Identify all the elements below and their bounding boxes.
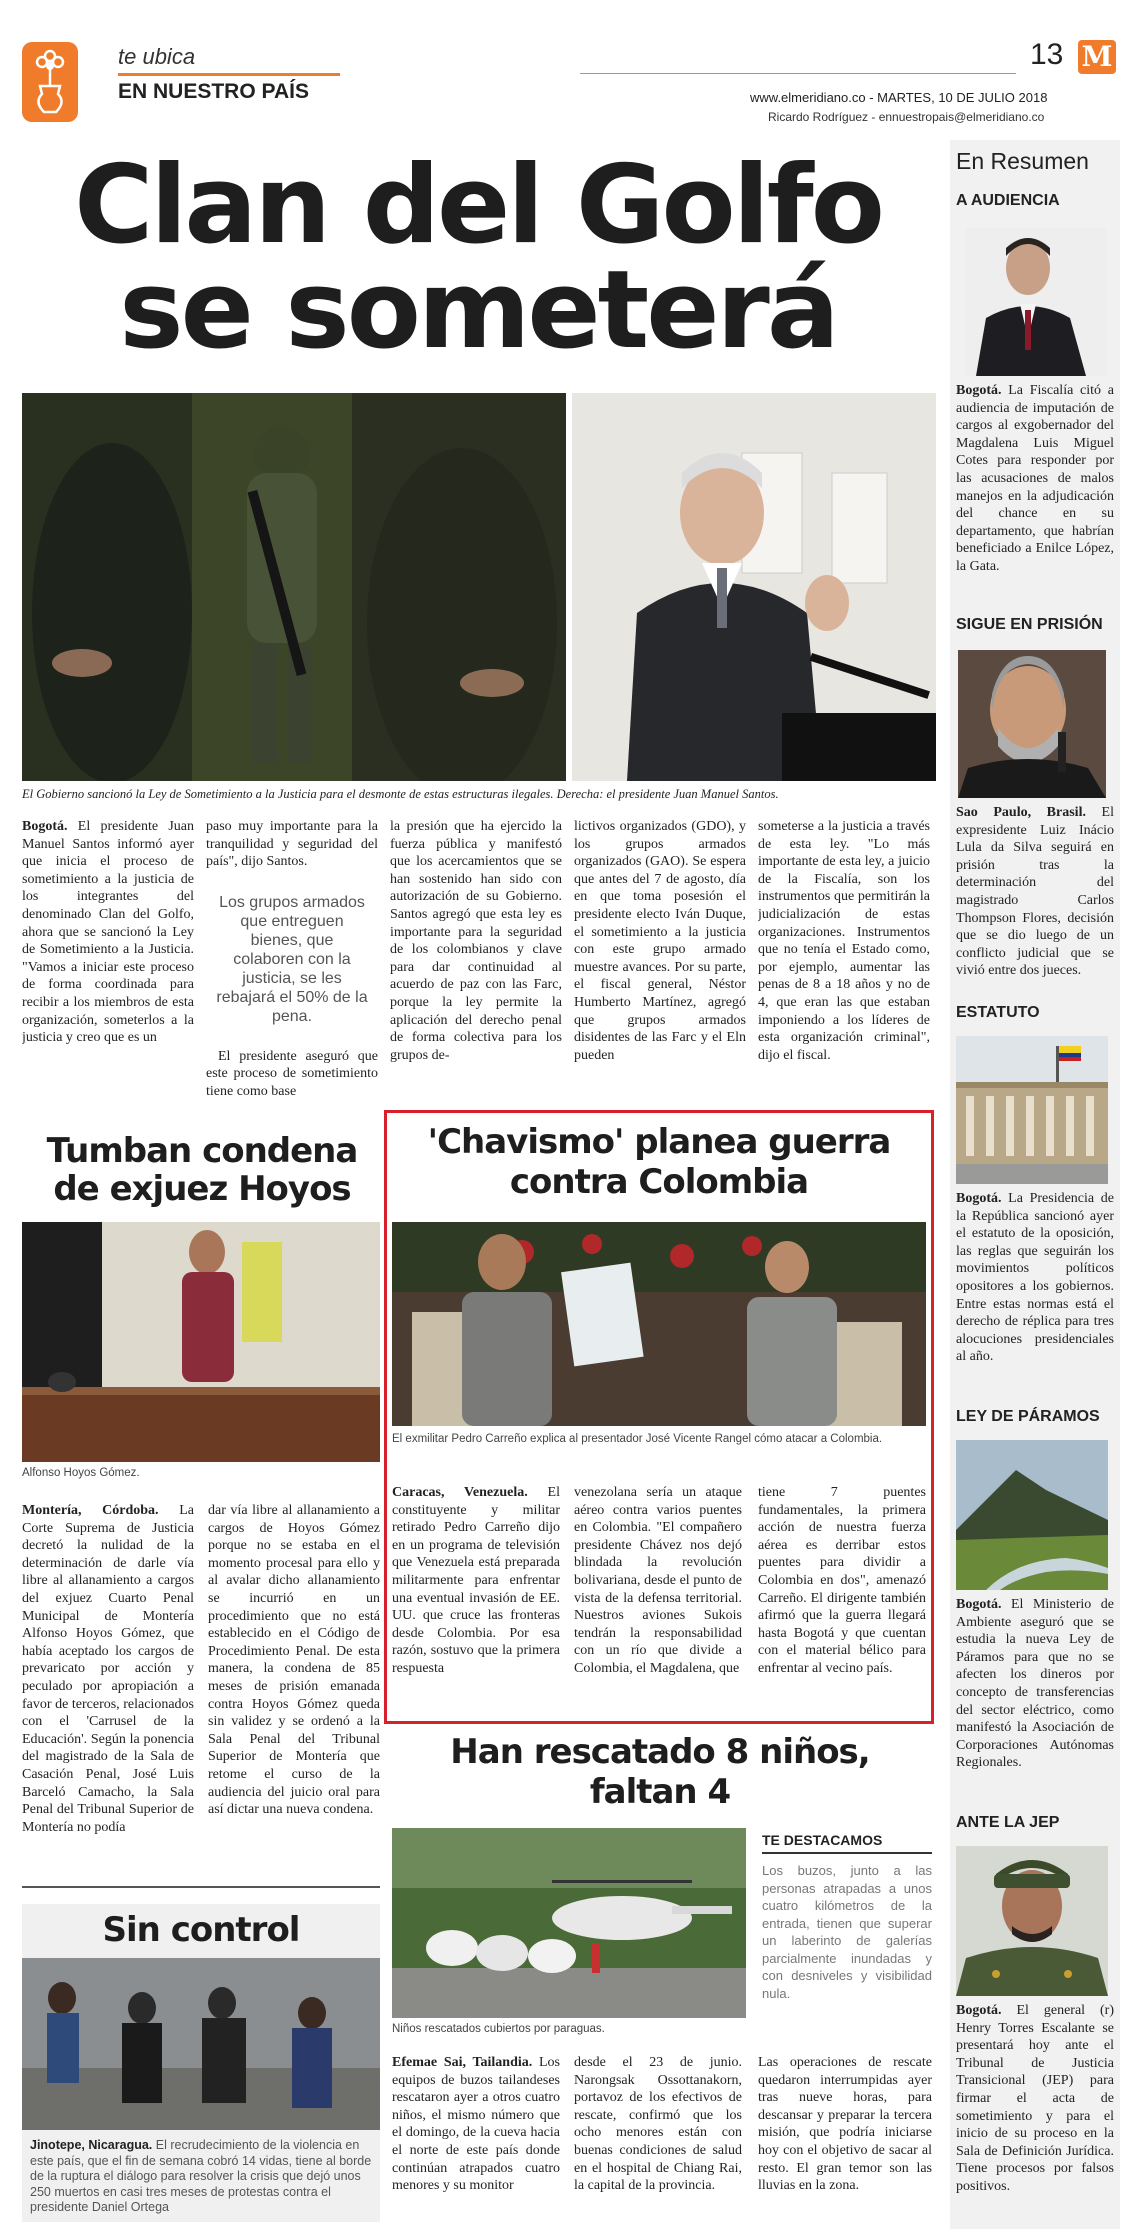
- sidebar-item-estatuto-text: [956, 1190, 1114, 1366]
- sidebar-paramos-dateline: Bogotá.: [956, 1597, 1002, 1612]
- flower-pot-icon: [22, 42, 78, 122]
- sincontrol-headline: Sin control: [102, 1910, 300, 1950]
- sidebar-prision-photo: [958, 650, 1106, 798]
- brand-logo: [1078, 40, 1116, 74]
- sidebar-audiencia-body: La Fiscalía citó a audiencia de imputación de cargos al exgobernador del Magdalena Luis Miguel Cotes para responder por las acusaciones de malos manejos en la adjudicación del chance en su departamento, que habrían beneficiado a Enilce López, la Gata.: [956, 383, 1114, 574]
- rescate-headline: Han rescatado 8 niños, faltan 4: [450, 1732, 870, 1812]
- sidebar-item-prision-heading: SIGUE EN PRISIÓN: [956, 616, 1103, 633]
- pull-quote: Los grupos armados que entreguen bienes, que colaboren con la justicia, se les rebajará el 50% de la pena.: [216, 893, 368, 1025]
- rescate-col3: Las operaciones de rescate quedaron interrumpidas ayer tras nueve horas, para descansar y preparar la tercera misión, que podría iniciarse hoy con el objetivo de sacar al resto. El gran temor son las lluvias en la zona.: [758, 2055, 932, 2194]
- main-photo-caption: El Gobierno sancionó la Ley de Sometimiento a la Justicia para el desmonte de estas estructuras ilegales. Derecha: el presidente Juan Manuel Santos.: [22, 787, 779, 801]
- main-headline-line2: se someterá: [119, 248, 837, 373]
- sidebar-prision-body: El expresidente Luiz Inácio Lula da Silva seguirá en prisión tras la determinación del magistrado Carlos Thompson Flores, decisión que se dio luego de un conflicto judicial que se vivió entre dos jueces.: [956, 805, 1114, 979]
- sidebar-item-paramos-text: [956, 1596, 1114, 1772]
- chavismo-dateline: Caracas, Venezuela.: [392, 1485, 528, 1500]
- santos-photo: [572, 393, 936, 781]
- rescate-col2: desde el 23 de junio. Narongsak Ossottanakorn, portavoz de los efectivos de rescate, confirmó que los ocho menores están con buenas condiciones de salud en el hospital de Chiang Rai, la capital de la provincia.: [574, 2055, 742, 2194]
- chavismo-caption: El exmilitar Pedro Carreño explica al presentador José Vicente Rangel cómo atacar a Colombia.: [392, 1433, 883, 1445]
- main-article-col5: someterse a la justicia a través de esta ley. "Lo más importante de esta ley, a juicio de la Fiscalía, son los instrumentos que permitirán la judicialización de estas organizaciones. Instrumentos que no tenía el Estado como, por ejemplo, aumentar las penas de 8 a 18 años y no de 4, que eran las que estaban imponiendo a los líderes de esta organización criminal", dijo el fiscal.: [758, 819, 930, 1063]
- hoyos-headline: Tumban condena de exjuez Hoyos: [46, 1131, 358, 1209]
- chavismo-col1: [392, 1484, 560, 1716]
- rescate-col1: [392, 2054, 560, 2224]
- sidebar-estatuto-body: La Presidencia de la República sancionó ayer el estatuto de la oposición, las reglas que seguirán los movimientos políticos opositores a los gobiernos. Entre estas normas está el derecho de réplica para tres alocuciones presidenciales al año.: [956, 1191, 1114, 1365]
- sincontrol-text: [30, 2138, 374, 2216]
- destacamos-text: Los buzos, junto a las personas atrapadas a unos cuatro kilómetros de la entrada, tienen que superar un laberinto de galerías parcialmente inundadas y con desniveles y visibilidad nula.: [762, 1863, 932, 2001]
- hoyos-col1: [22, 1502, 194, 1882]
- main-col1-text: El presidente Juan Manuel Santos informó ayer que inicia el proceso de sometimiento a la justicia de los integrantes del denominado Clan del Golfo, ahora que se sancionó la Ley de Sometimiento a la Justicia. "Vamos a iniciar este proceso de forma coordinada para recibir a los miembros de esta organización, someterlos a la justicia y creo que es un: [22, 819, 194, 1046]
- sidebar-estatuto-dateline: Bogotá.: [956, 1191, 1002, 1206]
- sidebar-audiencia-dateline: Bogotá.: [956, 383, 1002, 398]
- rescate-caption: Niños rescatados cubiertos por paraguas.: [392, 2023, 605, 2035]
- rescate-col1-text: Los equipos de buzos tailandeses rescataron ayer a otros cuatro niños, el mismo número que el domingo, de la cueva hacia el norte de este país donde continúan atrapados cuatro menores y su monitor: [392, 2055, 560, 2194]
- destacamos-title: TE DESTACAMOS: [762, 1832, 883, 1848]
- main-article-col3: la presión que ha ejercido la fuerza pública y manifestó que los acercamientos que se han sostenido han sido con autorización de su Gobierno. Santos agregó que esta ley es importante para la seguridad de los colombianos y clave para dar continuidad al acuerdo de paz con las Farc, porque la ley permite la aplicación del derecho penal de forma colectiva para los grupos de-: [390, 819, 562, 1063]
- sidebar-item-audiencia-text: [956, 382, 1114, 576]
- hoyos-photo: [22, 1222, 380, 1462]
- sidebar-item-paramos-heading: LEY DE PÁRAMOS: [956, 1408, 1100, 1425]
- section-name: EN NUESTRO PAÍS: [118, 80, 309, 103]
- hoyos-divider: [22, 1886, 380, 1888]
- soldiers-photo: [22, 393, 566, 781]
- brand-letter: M: [1081, 40, 1113, 73]
- main-dateline: Bogotá.: [22, 819, 68, 834]
- section-logo: [22, 42, 78, 122]
- destacamos-rule: [762, 1852, 932, 1854]
- main-article-col2: [206, 818, 378, 1106]
- section-kicker-rule: [118, 73, 340, 76]
- sidebar-item-estatuto-heading: ESTATUTO: [956, 1004, 1040, 1021]
- sidebar-jep-body: El general (r) Henry Torres Escalante se presentará hoy ante el Tribunal de Justicia Transicional (JEP) para firmar el acta de sometimiento y para el inicio de su proceso en la Sala de Definición Jurídica. Tiene procesos por falsos positivos.: [956, 2003, 1114, 2194]
- main-article-col1: [22, 818, 194, 1106]
- chavismo-photo: [392, 1222, 926, 1426]
- sidebar-audiencia-photo: [966, 228, 1106, 376]
- hoyos-dateline: Montería, Córdoba.: [22, 1503, 159, 1518]
- sincontrol-photo: [22, 1958, 380, 2130]
- sincontrol-body: El recrudecimiento de la violencia en este país, que el fin de semana cobró 14 vidas, tiene al borde de la ruptura el diálogo para resolver la crisis que dejó unos 250 muertos en casi tres meses de protestas contra el presidente Daniel Ortega: [30, 2138, 372, 2214]
- sidebar-jep-photo: [956, 1846, 1108, 1996]
- page-number: 13: [1030, 38, 1064, 71]
- sidebar-item-jep-text: [956, 2002, 1114, 2196]
- section-kicker: te ubica: [118, 44, 196, 69]
- main-headline-line1: Clan del Golfo: [74, 143, 882, 268]
- chavismo-col1-text: El constituyente y militar retirado Pedro Carreño dijo en un programa de televisión que Venezuela está preparada militarmente para enfrentar una eventual invasión de EE. UU. que cruce las fronteras desde Colombia. Por esa razón, sostuvo que la primera respuesta: [392, 1485, 560, 1676]
- sidebar-paramos-photo: [956, 1440, 1108, 1590]
- rescate-photo: [392, 1828, 746, 2018]
- chavismo-col3: tiene 7 puentes fundamentales, la primera acción de nuestra fuerza aérea es derribar estos puentes para dividir a Colombia en dos", amenazó Carreño. El dirigente también afirmó que la guerra llegará hasta Bogotá y que cuentan con el material bélico para enfrentar al vecino país.: [758, 1485, 926, 1676]
- author-line: Ricardo Rodríguez - ennuestropais@elmeridiano.co: [768, 110, 1045, 124]
- sidebar-item-jep-heading: ANTE LA JEP: [956, 1814, 1060, 1831]
- sidebar-paramos-body: El Ministerio de Ambiente aseguró que se estudia la nueva Ley de Páramos para que no se afecten los dineros por concepto de transferencias del sector eléctrico, como manifestó la Asociación de Corporaciones Autónomas Regionales.: [956, 1597, 1114, 1771]
- chavismo-col2: venezolana sería un ataque aéreo contra varios puentes en Colombia. "El compañero presidente Chávez nos dejó blindada la revolución bolivariana, desde el punto de vista de la defensa territorial. Nuestros aviones Sukois tendrán la responsabilidad con un río que divide a Colombia, el Magdalena, que: [574, 1485, 742, 1676]
- main-col2-text: paso muy importante para la tranquilidad y seguridad del país", dijo Santos.: [206, 819, 378, 870]
- main-article-col4: lictivos organizados (GDO), y los grupos armados organizados (GAO). Se espera que antes del 7 de agosto, día en que toma posesión el presidente electo Iván Duque, el sometimiento a la justicia con este grupo armado muestre avances. Por su parte, el fiscal general, Néstor Humberto Martínez, agregó que grupos armados disidentes de las Farc y el Eln pueden: [574, 819, 746, 1063]
- sincontrol-dateline: Jinotepe, Nicaragua.: [30, 2138, 153, 2152]
- sidebar-item-audiencia-heading: A AUDIENCIA: [956, 192, 1060, 209]
- hoyos-col2: dar vía libre al allanamiento a cargos de Hoyos Gómez porque no se estaba en el momento procesal para ello y al avalar dicho allanamiento se incurrió en un procedimiento que no está establecido en el Código de Procedimiento Penal. De esta manera, la condena de 85 meses de prisión emanada contra Hoyos Gómez queda sin validez y se ordenó a la Sala Penal del Tribunal Superior de Montería que retome el curso de la audiencia del juicio oral para así dictar una nueva condena.: [208, 1503, 380, 1818]
- hoyos-col1-text: La Corte Suprema de Justicia decretó la nulidad de la determinación de darle vía libre al allanamiento a cargos del exjuez Cuarto Penal Municipal de Montería Alfonso Hoyos Gómez, que había aceptado los cargos de prevaricato por acción y peculado por apropiación a favor de terceros, relacionados con el 'Carrusel de la Educación'. Según la ponencia del magistrado de la Sala de Casación Penal, José Luis Barceló Camacho, la Sala Penal del Tribunal Superior de Montería no podía: [22, 1503, 194, 1835]
- header-rule: [580, 73, 1016, 74]
- hoyos-caption: Alfonso Hoyos Gómez.: [22, 1467, 140, 1479]
- sidebar-title: En Resumen: [956, 148, 1089, 174]
- sidebar-jep-dateline: Bogotá.: [956, 2003, 1002, 2018]
- sidebar-prision-dateline: Sao Paulo, Brasil.: [956, 805, 1086, 820]
- rescate-dateline: Efemae Sai, Tailandia.: [392, 2055, 533, 2070]
- sidebar-estatuto-photo: [956, 1036, 1108, 1184]
- main-col2-text-b: El presidente aseguró que este proceso de sometimiento tiene como base: [206, 1048, 378, 1099]
- website-date: www.elmeridiano.co - MARTES, 10 DE JULIO 2018: [750, 90, 1048, 105]
- sidebar-item-prision-text: [956, 804, 1114, 980]
- chavismo-headline: 'Chavismo' planea guerra contra Colombia: [427, 1122, 891, 1202]
